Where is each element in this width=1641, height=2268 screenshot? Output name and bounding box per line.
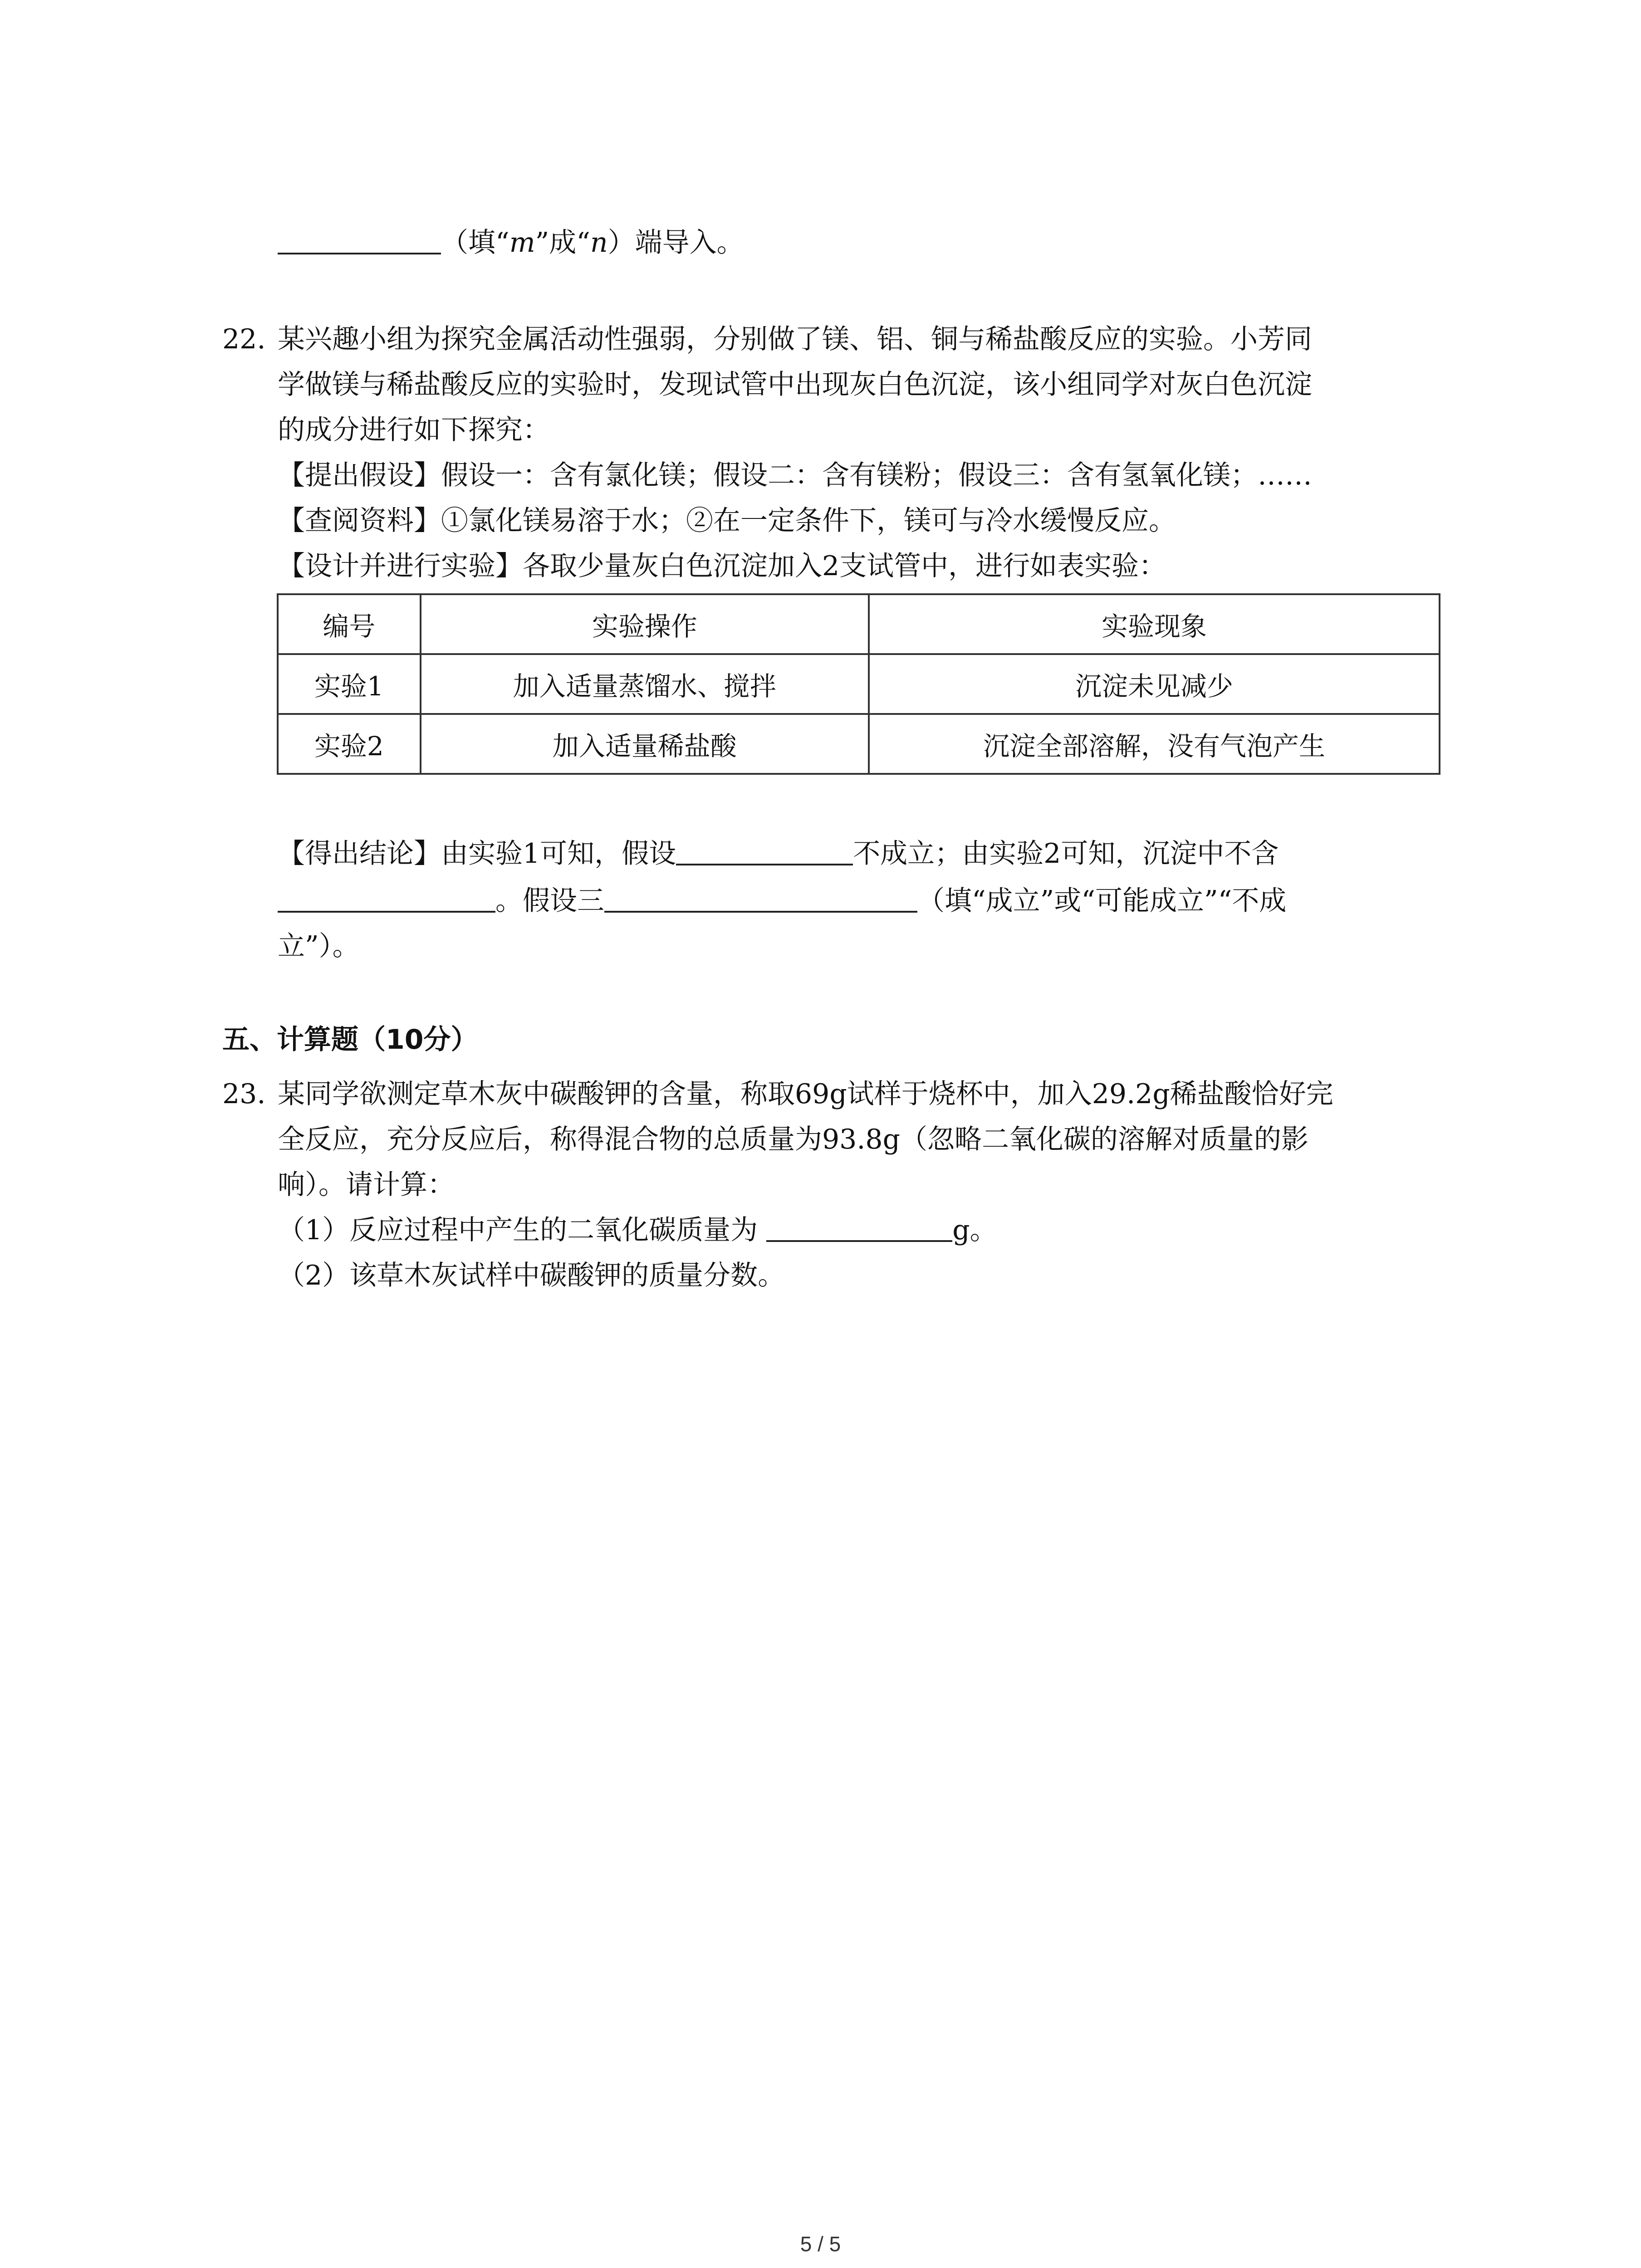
table-cell: 沉淀未见减少 bbox=[869, 654, 1440, 714]
answer-blank-hypothesis[interactable] bbox=[676, 836, 853, 865]
question-number-23: 23. bbox=[222, 1078, 266, 1110]
q22-hypothesis-line: 【提出假设】假设一：含有氯化镁；假设二：含有镁粉；假设三：含有氢氧化镁；…… bbox=[278, 459, 1312, 491]
answer-blank-precipitate[interactable] bbox=[278, 884, 495, 913]
q22-conclusion-line-3: 立”）。 bbox=[278, 930, 360, 962]
table-cell: 沉淀全部溶解，没有气泡产生 bbox=[869, 714, 1440, 774]
q23-line-3: 响）。请计算： bbox=[278, 1169, 455, 1201]
q22-conclusion-line-1: 【得出结论】由实验1可知，假设 不成立；由实验2可知，沉淀中不含 bbox=[278, 836, 1279, 872]
table-cell: 实验2 bbox=[278, 714, 421, 774]
question-number-22: 22. bbox=[222, 323, 266, 355]
q22-line-3: 的成分进行如下探究： bbox=[278, 414, 550, 446]
q22-experiment-line: 【设计并进行实验】各取少量灰白色沉淀加入2支试管中，进行如表实验： bbox=[278, 550, 1166, 582]
q22-reference-line: 【查阅资料】①氯化镁易溶于水；②在一定条件下，镁可与冷水缓慢反应。 bbox=[278, 505, 1176, 537]
q23-sub-question-2: （2）该草木灰试样中碳酸钾的质量分数。 bbox=[278, 1260, 785, 1291]
page-number: 5 / 5 bbox=[800, 2232, 841, 2256]
table-row bbox=[278, 714, 1440, 774]
q23-line-2: 全反应，充分反应后，称得混合物的总质量为93.8g（忽略二氧化碳的溶解对质量的影 bbox=[278, 1124, 1308, 1155]
table-header-cell: 实验操作 bbox=[421, 594, 869, 654]
q23-line-1: 某同学欲测定草木灰中碳酸钾的含量，称取69g试样于烧杯中，加入29.2g稀盐酸恰好完 bbox=[278, 1078, 1333, 1110]
q22-conclusion-line-2: 。假设三 （填“成立”或“可能成立”“不成 bbox=[278, 883, 1286, 919]
table-header-cell: 编号 bbox=[278, 594, 421, 654]
top-continuation-line: （填“m”成“n）端导入。 bbox=[278, 225, 744, 261]
q22-line-1: 某兴趣小组为探究金属活动性强弱，分别做了镁、铝、铜与稀盐酸反应的实验。小芳同 bbox=[278, 323, 1312, 355]
table-cell: 加入适量蒸馏水、搅拌 bbox=[421, 654, 869, 714]
answer-blank-co2-mass[interactable] bbox=[766, 1213, 952, 1242]
table-row bbox=[278, 654, 1440, 714]
table-header-row bbox=[278, 594, 1440, 654]
answer-blank-top[interactable] bbox=[278, 225, 441, 254]
experiment-table bbox=[277, 593, 1440, 775]
answer-blank-hypothesis-three[interactable] bbox=[604, 884, 917, 913]
table-cell: 实验1 bbox=[278, 654, 421, 714]
table-header-cell: 实验现象 bbox=[869, 594, 1440, 654]
q23-sub-question-1: （1）反应过程中产生的二氧化碳质量为 g。 bbox=[278, 1212, 997, 1248]
section-title: 五、计算题（10分） bbox=[222, 1024, 478, 1056]
q22-line-2: 学做镁与稀盐酸反应的实验时，发现试管中出现灰白色沉淀，该小组同学对灰白色沉淀 bbox=[278, 369, 1312, 401]
table-cell: 加入适量稀盐酸 bbox=[421, 714, 869, 774]
